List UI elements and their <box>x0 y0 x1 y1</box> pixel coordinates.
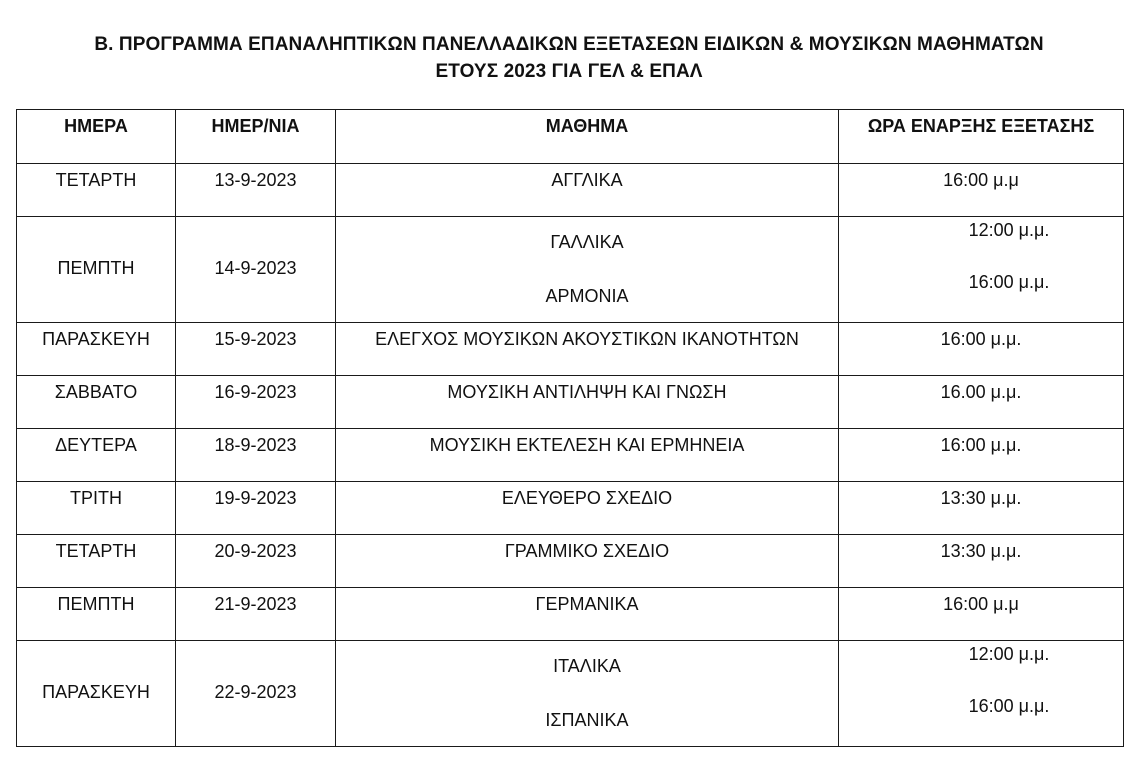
document-title: Β. ΠΡΟΓΡΑΜΜΑ ΕΠΑΝΑΛΗΠΤΙΚΩΝ ΠΑΝΕΛΛΑΔΙΚΩΝ ΕΞΕΤΑΣΕΩΝ ΕΙΔΙΚΩΝ & ΜΟΥΣΙΚΩΝ ΜΑΘΗΜΑΤΩΝ <box>94 34 1044 55</box>
subject-cell: ΓΕΡΜΑΝΙΚΑ <box>336 588 839 641</box>
subject-text: ΑΡΜΟΝΙΑ <box>545 286 629 306</box>
document-subtitle: ΕΤΟΥΣ 2023 ΓΙΑ ΓΕΛ & ΕΠΑΛ <box>435 61 703 82</box>
exam-schedule-table <box>16 109 1124 747</box>
time-text: 16:00 μ.μ. <box>968 272 1050 292</box>
day-cell: ΠΑΡΑΣΚΕΥΗ <box>17 323 176 376</box>
date-cell: 20-9-2023 <box>176 535 336 588</box>
table-row <box>17 376 1124 429</box>
day-cell: ΤΕΤΑΡΤΗ <box>17 164 176 217</box>
time-text: 16:00 μ.μ. <box>968 696 1050 716</box>
subject-cell: ΓΡΑΜΜΙΚΟ ΣΧΕΔΙΟ <box>336 535 839 588</box>
table-header-row <box>17 110 1124 164</box>
subject-text: ΙΣΠΑΝΙΚΑ <box>545 710 629 730</box>
day-cell: ΠΕΜΠΤΗ <box>17 217 176 323</box>
table-row <box>17 323 1124 376</box>
date-cell: 18-9-2023 <box>176 429 336 482</box>
time-cell <box>839 217 1124 323</box>
date-cell: 22-9-2023 <box>176 641 336 747</box>
day-cell: ΠΕΜΠΤΗ <box>17 588 176 641</box>
time-cell: 13:30 μ.μ. <box>839 535 1124 588</box>
day-cell: ΤΕΤΑΡΤΗ <box>17 535 176 588</box>
subject-cell <box>336 217 839 323</box>
day-cell: ΣΑΒΒΑΤΟ <box>17 376 176 429</box>
day-cell: ΠΑΡΑΣΚΕΥΗ <box>17 641 176 747</box>
date-cell: 16-9-2023 <box>176 376 336 429</box>
subject-cell: ΕΛΕΥΘΕΡΟ ΣΧΕΔΙΟ <box>336 482 839 535</box>
time-cell: 16.00 μ.μ. <box>839 376 1124 429</box>
subject-cell <box>336 641 839 747</box>
time-text: 12:00 μ.μ. <box>968 644 1050 664</box>
date-cell: 13-9-2023 <box>176 164 336 217</box>
day-cell: ΤΡΙΤΗ <box>17 482 176 535</box>
date-cell: 21-9-2023 <box>176 588 336 641</box>
table-row <box>17 588 1124 641</box>
time-text: 12:00 μ.μ. <box>968 220 1050 240</box>
table-row <box>17 164 1124 217</box>
table-row <box>17 482 1124 535</box>
subject-text: ΓΑΛΛΙΚΑ <box>550 232 624 252</box>
header-day: ΗΜΕΡΑ <box>17 110 176 164</box>
date-cell: 15-9-2023 <box>176 323 336 376</box>
day-cell: ΔΕΥΤΕΡΑ <box>17 429 176 482</box>
time-cell: 16:00 μ.μ <box>839 588 1124 641</box>
table-row <box>17 641 1124 747</box>
header-time: ΩΡΑ ΕΝΑΡΞΗΣ ΕΞΕΤΑΣΗΣ <box>839 110 1124 164</box>
time-cell: 16:00 μ.μ. <box>839 429 1124 482</box>
date-cell: 14-9-2023 <box>176 217 336 323</box>
time-cell: 13:30 μ.μ. <box>839 482 1124 535</box>
table-row <box>17 535 1124 588</box>
time-cell: 16:00 μ.μ. <box>839 323 1124 376</box>
subject-cell: ΑΓΓΛΙΚΑ <box>336 164 839 217</box>
header-date: ΗΜΕΡ/ΝΙΑ <box>176 110 336 164</box>
subject-cell: ΜΟΥΣΙΚΗ ΑΝΤΙΛΗΨΗ ΚΑΙ ΓΝΩΣΗ <box>336 376 839 429</box>
subject-text: ΙΤΑΛΙΚΑ <box>553 656 621 676</box>
time-cell <box>839 641 1124 747</box>
table-row <box>17 217 1124 323</box>
date-cell: 19-9-2023 <box>176 482 336 535</box>
subject-cell: ΜΟΥΣΙΚΗ ΕΚΤΕΛΕΣΗ ΚΑΙ ΕΡΜΗΝΕΙΑ <box>336 429 839 482</box>
time-cell: 16:00 μ.μ <box>839 164 1124 217</box>
table-row <box>17 429 1124 482</box>
subject-cell: ΕΛΕΓΧΟΣ ΜΟΥΣΙΚΩΝ ΑΚΟΥΣΤΙΚΩΝ ΙΚΑΝΟΤΗΤΩΝ <box>336 323 839 376</box>
header-subject: ΜΑΘΗΜΑ <box>336 110 839 164</box>
